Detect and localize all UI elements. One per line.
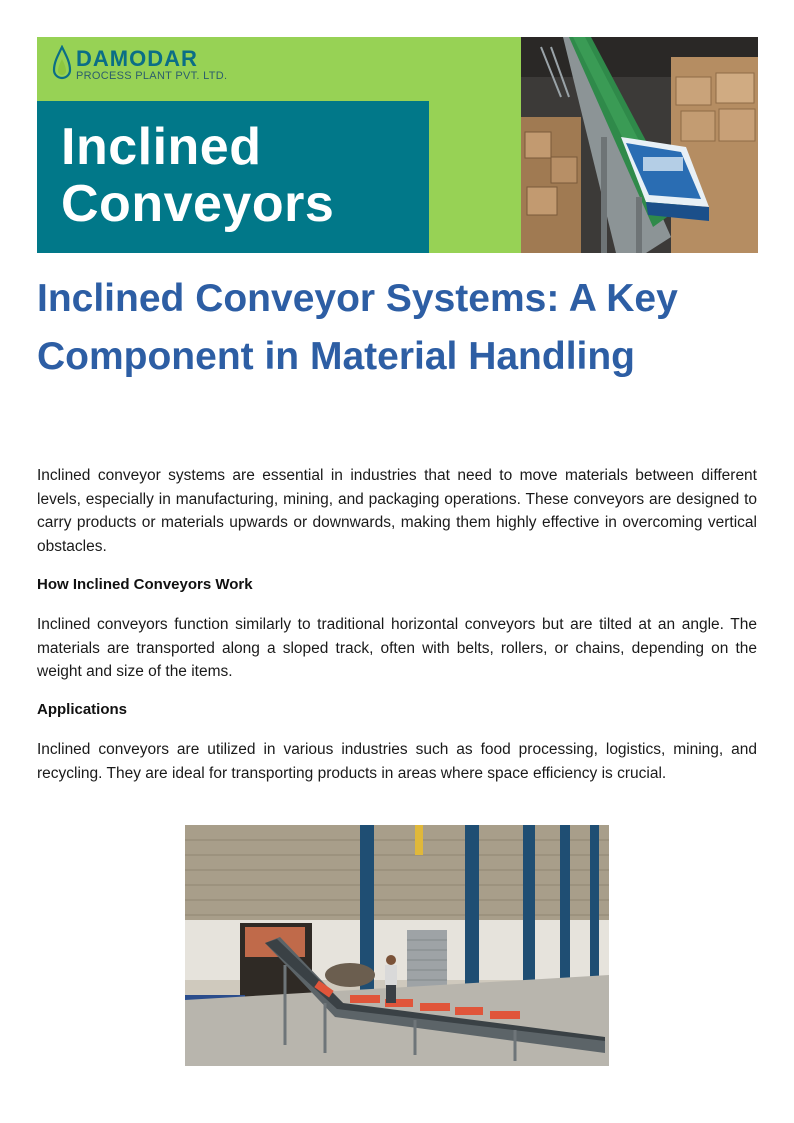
conveyor-photo-warehouse (185, 825, 609, 1066)
company-logo[interactable] (51, 45, 227, 85)
drop-logo-icon (51, 45, 73, 85)
how-it-works-paragraph: Inclined conveyors function similarly to traditional horizontal conveyors but are tilted at an angle. The materials are transported along a sloped track, often with belts, rollers, or chains, depending on the weight and size of the items. (37, 616, 757, 680)
article-heading: Inclined Conveyor Systems: A Key Component in Material Handling (37, 277, 678, 378)
banner-title-box (37, 101, 429, 253)
applications-paragraph: Inclined conveyors are utilized in various industries such as food processing, logistics, mining, and recycling. They are ideal for transporting products in areas where space efficiency is crucial. (37, 741, 757, 782)
section-heading-how-it-works: How Inclined Conveyors Work (37, 576, 253, 593)
brand-subtitle: PROCESS PLANT PVT. LTD. (76, 70, 228, 82)
banner-title (61, 119, 334, 233)
section-heading-applications: Applications (37, 701, 128, 718)
banner-title-line2: Conveyors (61, 175, 335, 233)
warehouse-inclined-conveyor-image (185, 825, 609, 1066)
inclined-belt-conveyor-image (521, 37, 758, 253)
header-banner (37, 37, 758, 253)
banner-title-line1: Inclined (61, 118, 262, 176)
intro-paragraph: Inclined conveyor systems are essential in industries that need to move materials between different levels, especially in manufacturing, mining, and packaging operations. These conveyors are designed to carry products or materials upwards or downwards, making them highly effective in overcoming vertical obstacles. (37, 467, 757, 555)
brand-name: DAMODAR (76, 46, 198, 71)
conveyor-photo-top (521, 37, 758, 253)
